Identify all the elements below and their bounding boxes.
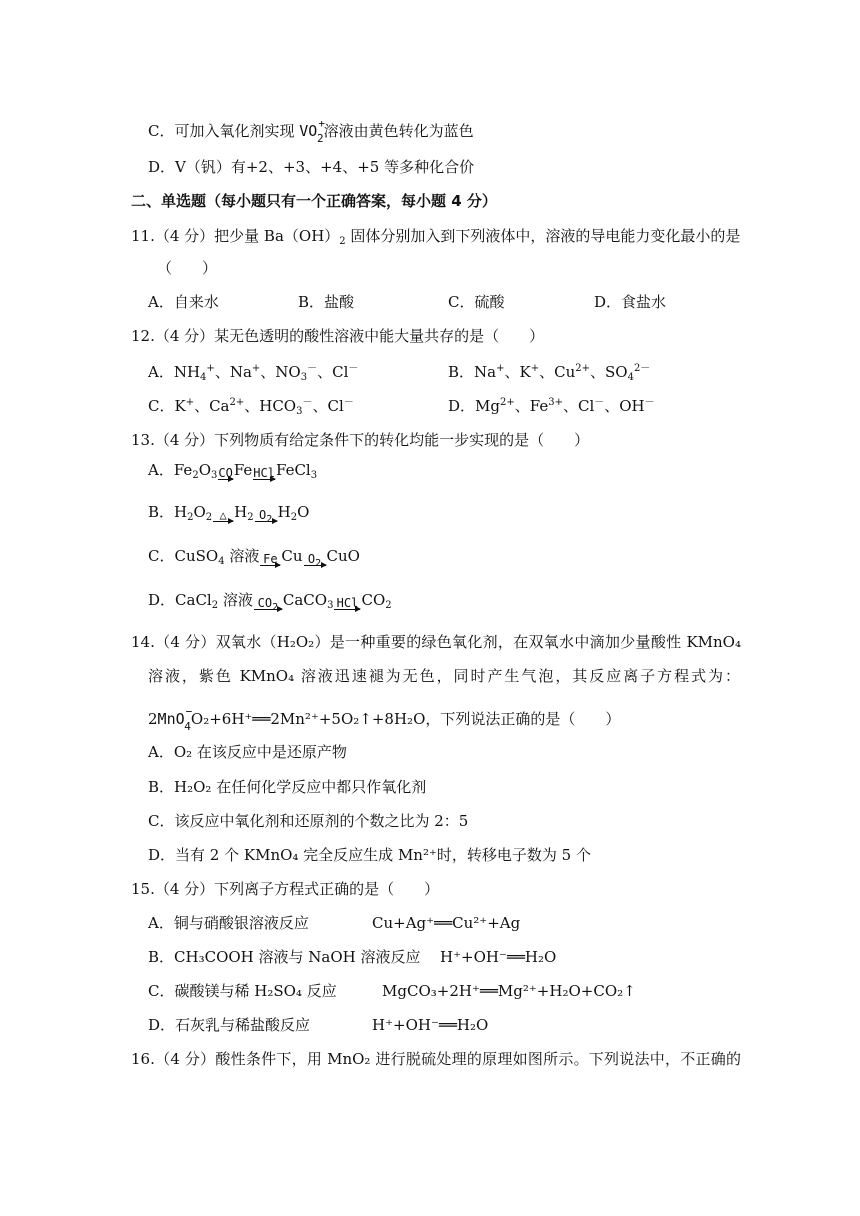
q11-paren: （ ） [157, 259, 218, 277]
q15-stem: 15.（4 分）下列离子方程式正确的是（ ） [131, 880, 440, 898]
q10-option-c: C．可加入氧化剂实现 $VO^+_2$溶液由黄色转化为蓝色 [148, 114, 474, 149]
section-heading: 二、单选题（每小题只有一个正确答案，每小题 4 分） [131, 192, 497, 210]
q14-option-b: B．H₂O₂ 在任何化学反应中都只作氧化剂 [148, 778, 427, 796]
arrow-fe: Fe [260, 554, 280, 566]
q11-option-c: C．硫酸 [448, 293, 505, 311]
q14-option-c: C．该反应中氧化剂和还原剂的个数之比为 2：5 [148, 812, 469, 830]
q13-option-b: B．$H_2O_2$ △ $H_2$ $O_2$ $H_2O$ [148, 503, 310, 525]
arrow-o2: $O_2$ [304, 554, 326, 566]
q12-option-b: B．Na+、K+、$Cu^{2+}$、$SO_4^{2-}$ [448, 363, 651, 383]
q15-option-b-equation: H⁺+OH⁻══H₂O [440, 948, 557, 966]
arrow-heat: △ [213, 510, 233, 522]
q12-option-a: A．$NH_4^+$、Na+、$NO_3^-$、Cl－ [148, 363, 359, 383]
q14-option-d: D．当有 2 个 KMnO₄ 完全反应生成 Mn²⁺时，转移电子数为 5 个 [148, 846, 591, 864]
q14-equation: 2MnO−$_4$O₂+6H⁺══2Mn²⁺+5O₂↑+8H₂O，下列说法正确的是（ ） [148, 702, 620, 737]
q11-stem: 11.（4 分）把少量 $Ba(OH)_2$ 固体分别加入到下列液体中，溶液的导电能力变化最小的是 [131, 227, 741, 247]
q14-stem-line1: 14.（4 分）双氧水（H₂O₂）是一种重要的绿色氧化剂，在双氧水中滴加少量酸性 KMnO₄ [131, 633, 741, 651]
q13-option-c: C．CuSO$_4$ 溶液 Fe Cu $O_2$ CuO [148, 547, 360, 569]
q15-option-d-equation: H⁺+OH⁻══H₂O [372, 1016, 489, 1034]
q11-option-a: A．自来水 [148, 293, 219, 311]
q14-option-a: A．O₂ 在该反应中是还原产物 [148, 743, 347, 761]
q13-option-d: D．CaCl$_2$ 溶液 $CO_2$ CaCO$_3$ HCl $CO_2$ [148, 591, 392, 613]
q15-option-c-equation: MgCO₃+2H⁺══Mg²⁺+H₂O+CO₂↑ [382, 982, 636, 1000]
arrow-hcl: HCl [253, 466, 275, 480]
q13-stem: 13.（4 分）下列物质有给定条件下的转化均能一步实现的是（ ） [131, 431, 590, 449]
arrow-hcl: HCl [334, 598, 360, 610]
q12-option-d: D．$Mg^{2+}$、$Fe^{3+}$、Cl－、OH－ [448, 397, 655, 415]
q14-stem-line2: 溶液，紫色 KMnO₄ 溶液迅速褪为无色，同时产生气泡，其反应离子方程式为： [148, 667, 740, 685]
q12-stem: 12.（4 分）某无色透明的酸性溶液中能大量共存的是（ ） [131, 327, 545, 345]
q15-option-a: A．铜与硝酸银溶液反应 [148, 914, 309, 932]
arrow-co2: $CO_2$ [254, 598, 282, 610]
vo2-ion: $VO^+_2$ [299, 117, 325, 145]
arrow-o2: $O_2$ [255, 510, 277, 522]
q11-option-d: D．食盐水 [594, 293, 667, 311]
q11-option-b: B．盐酸 [298, 293, 355, 311]
arrow-co: CO [218, 466, 233, 480]
q13-option-a: A．$Fe_2O_3$ CO Fe HCl FeCl$_3$ [148, 461, 318, 481]
mno4-ion: MnO−$_4$ [157, 705, 193, 733]
q12-option-c: C．K+、$Ca^{2+}$、$HCO_3^-$、Cl－ [148, 397, 354, 417]
q15-option-a-equation: Cu+Ag⁺══Cu²⁺+Ag [372, 914, 521, 932]
q15-option-d: D．石灰乳与稀盐酸反应 [148, 1016, 311, 1034]
q15-option-c: C．碳酸镁与稀 H₂SO₄ 反应 [148, 982, 337, 1000]
q16-stem: 16.（4 分）酸性条件下，用 MnO₂ 进行脱硫处理的原理如图所示。下列说法中，不正确的 [131, 1050, 741, 1068]
q15-option-b: B．CH₃COOH 溶液与 NaOH 溶液反应 [148, 948, 421, 966]
q10-option-d: D．V（钒）有+2、+3、+4、+5 等多种化合价 [148, 158, 475, 176]
